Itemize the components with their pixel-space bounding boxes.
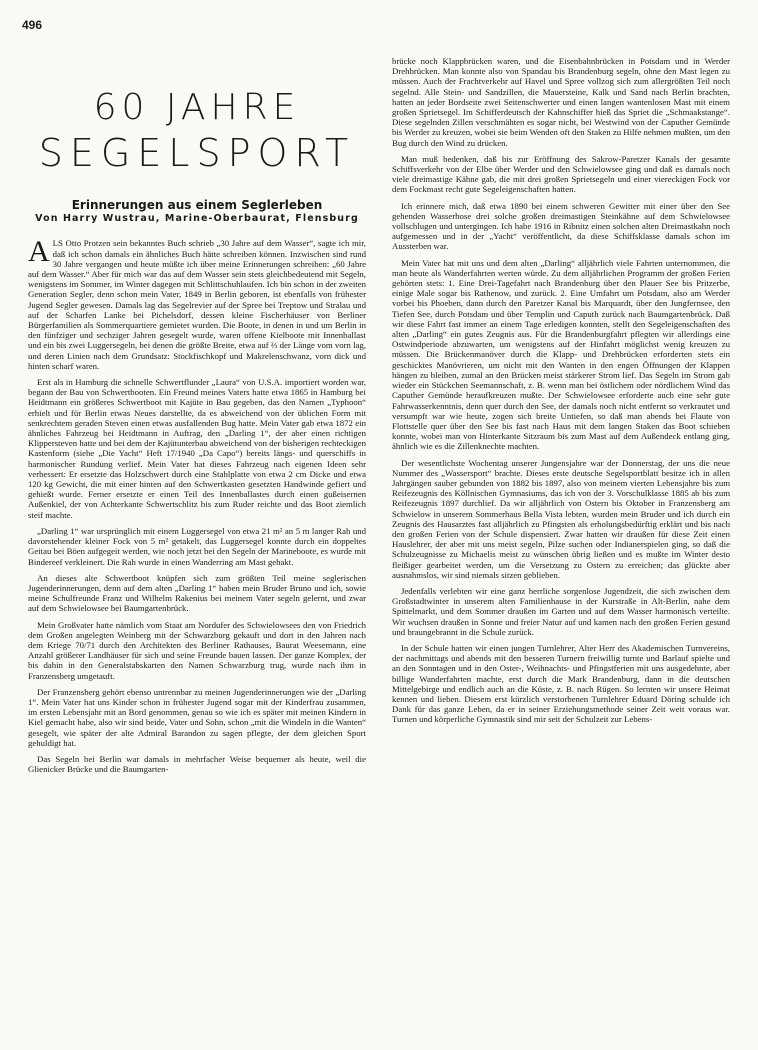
paragraph: „Darling 1“ war ursprünglich mit einem Luggersegel von etwa 21 m² an 5 m langer Rah und davorstehender kleiner Fock von 5 m² getakelt, das Luggersegel konnte durch ein doppeltes Geitau bei Böen aufgegeit werden, wie noch jetzt bei den Segeln der Marineboote, es wurde mit Bindereef verkleinert. Die Rah wurde in einen Wanderring am Mast gehakt. (28, 525, 366, 567)
article-title (28, 86, 366, 176)
right-column (392, 56, 730, 1046)
paragraph: Der Franzensberg gehört ebenso untrennbar zu meinen Jugenderinnerungen wie der „Darling 1“. Mein Vater hat uns Kinder schon in frühester Jugend sogar mit der Kinderfrau zusammen, im ersten Lebensjahr mit an Bord genommen, genau so wie ich es später mit meinen Kindern in Kiel gemacht habe, also wir sind beide, Vater und Sohn, schon „mit die Windeln in die Wanten“ gesegelt, wie später der alte Admiral Barandon zu sagen pflegte, der dem gleichen Sport gehuldigt hat. (28, 686, 366, 748)
paragraph: Jedenfalls verlebten wir eine ganz herrliche sorgenlose Jugendzeit, die sich zwischen dem Großstadtwinter in unserem alten Familienhause in der Kurstraße in Alt-Berlin, nahe dem Spittelmarkt, und dem Sommer draußen im Garten und auf dem Wasser harmonisch verteilte. Wir wuchsen draußen in Sonne und freier Natur auf und kamen nach den großen Ferien gesund und braungebrannt in die Schule zurück. (392, 585, 730, 637)
paragraph: Ich erinnere mich, daß etwa 1890 bei einem schweren Gewitter mit einer über den See gehenden Wasserhose drei solche großen dreimastigen Steinkähne auf dem Schwielowsee vollschlugen und untergingen. Ich habe 1916 in Ribnitz einen solchen alten Dreimastkahn noch aufgemessen und in der „Yacht“ veröffentlicht, da diese Schiffsklasse damals schon im Aussterben war. (392, 200, 730, 252)
paragraph: Man muß bedenken, daß bis zur Eröffnung des Sakrow-Paretzer Kanals der gesamte Schiffsverkehr von der Elbe über Werder und den Schwielowsee ging und daß es damals noch viele dreimastige Kähne gab, die mit drei großen Sprietsegeln und einer viereckigen Fock vor dem Fockmast recht gute Segeleigenschaften hatten. (392, 153, 730, 195)
article-subtitle: Erinnerungen aus einem Seglerleben (71, 198, 323, 212)
lead-paragraph (28, 235, 366, 371)
left-column (28, 38, 366, 1038)
drop-cap: A (28, 235, 50, 269)
paragraph: Mein Vater hat mit uns und dem alten „Darling“ alljährlich viele Fahrten unternommen, die man heute als Wanderfahrten werten würde. Zu dem alljährlichen Programm der großen Ferien gehörten stets: 1. Eine Drei-Tagefahrt nach Brandenburg über den Plauer See bis Pritzerbe, einige Male sogar bis Rathenow, und zurück. 2. Eine Umfahrt um Potsdam, also am Werder vorbei bis Phoeben, dann durch den Paretzer Kanal bis Marquardt, über den Jungfernsee, den Tiefen See, durch Potsdam und über Templin und Caputh zurück nach Baumgartenbrück. Daß wir diese Fahrt fast immer an einem Tage erledigen konnten, stellt den Segeleigenschaften des alten „Darling“ ein gutes Zeugnis aus. Für die Brandenburgfahrt pflegten wir allerdings eine Ostwindperiode abzuwarten, um wenigstens auf der Hinfahrt möglichst wenig kreuzen zu müssen. Die Brückenmanöver durch die Klapp- und Drehbrücken erforderten stets ein geschicktes Manövrieren, um nicht mit den Wanten in den engen Öffnungen der Klappen hängen zu bleiben, zumal an den Brücken meist stärkerer Strom lief. Das Segeln im Strom gab wieder ein Stückchen Seemannschaft, z. B. wenn man bei östlichem oder nördlichem Wind das Caputher Gemünde heraufkreuzen mußte. Der Schwielowsee erforderte auch eine sehr gute Fahrwasserkenntnis, denn quer durch den See, der damals noch nicht entfernt so verkrautet und versumpft war wie heute, zogen sich breite Untiefen, so daß man abends bei Flaute von Flottstelle quer über den See bis fast nach Haus mit dem langen Staken das Boot schieben konnte, wobei man von Hinterkante Sitzraum bis zum Mast auf dem Außendeck entlang ging, ähnlich wie es die Zillenknechte machten. (392, 257, 730, 452)
paragraph: Das Segeln bei Berlin war damals in mehrfacher Weise bequemer als heute, weil die Glienicker Brücke und die Baumgarten- (28, 753, 366, 775)
paragraph: Erst als in Hamburg die schnelle Schwertflunder „Laura“ von U.S.A. importiert worden war, begann der Bau von Schwertbooten. Ein Freund meines Vaters hatte etwa 1865 in Hamburg bei Heidtmann ein größeres Schwertboot mit Kajüte in Bau gegeben, das den Namen „Typhoon“ erhielt und für Berlin etwas Neues darstellte, da es abweichend von der üblichen Form mit senkrechtem geraden Steven einen etwas ausfallenden Bug hatte. Mein Vater gab etwa 1872 ein ähnliches Fahrzeug bei Heidtmann in Auftrag, den „Darling 1“, der aber einen richtigen Klippersteven hatte und bei dem der Kajütunterbau abweichend von der bisherigen rechteckigen Kastenform (siehe „Die Yacht“ Heft 17/1940 „Da Capo“) bereits längs- und querschiffs in harmonischer Rundung verlief. Mein Vater hat dieses Fahrzeug nach eigenen Ideen sehr verbessert: Er ersetzte das Holzschwert durch eine Stahlplatte von etwa 2 cm Dicke und etwa 120 kg Gewicht, die mit einer hinten auf den Schwertkasten gesetzten Handwinde gefiert und gehießt wurde. Ferner ersetzte er einen Teil des Innenballastes durch einen gußeisernen Außenkiel, der von Achterkante Schwertschlitz bis zum Ruder reichte und das Boot ziemlich steif machte. (28, 377, 366, 520)
title-line-2: SEGELSPORT (38, 131, 356, 175)
paragraph: Mein Großvater hatte nämlich vom Staat am Nordufer des Schwielowsees den von Friedrich dem Großen angelegten Weinberg mit der Schwarzburg gekauft und dort in den Jahren nach dem Kriege 70/71 durch den Architekten des Berliner Rathauses, Baurat Weesemann, eine Anzahl größerer Landhäuser für sich und seine Freunde bauen lassen. Der ganze Komplex, der bis dahin in den Generalstabskarten den Namen Schwarzburg trug, wurde nach ihm in Franzensberg umgetauft. (28, 619, 366, 681)
paragraph: brücke noch Klappbrücken waren, und die Eisenbahnbrücken in Potsdam und in Werder Drehbrücken. Man konnte also von Spandau bis Brandenburg segeln, ohne den Mast legen zu müssen. Auch der Frachtverkehr auf Havel und Spree vollzog sich zum allergrößten Teil noch segelnd. Alle Stein- und Sandzillen, die Mauersteine, Kalk und Sand nach Berlin brachten, hatten an jeder Bordseite zwei Seitenschwerter und einen langen wantenlosen Mast mit einem großen Sprietsegel. Im Schifferdeutsch der Kahnschiffer hieß das Spriet die „Schmaakstange“. Diese segelnden Zillen verschmähten es sogar nicht, bei Westwind von der Caputher Gemünde bis Werder zu kreuzen, wobei sie beim Wenden oft den Staken zu Hilfe nehmen mußten, um den Bug durch den Wind zu drücken. (392, 56, 730, 148)
lead-text: LS Otto Protzen sein bekanntes Buch schrieb „30 Jahre auf dem Wasser“, sagte ich mir, daß ich schon damals ein ähnliches Buch hätte schreiben können. Inzwischen sind rund 30 Jahre vergangen und heute müßte ich über meine Erinnerungen schreiben: „60 Jahre auf dem Wasser.“ Aber für mich war das auf dem Wasser sein stets gleichbedeutend mit Segeln, wenigstens im Sommer, im Winter dagegen mit Schlittschuhlaufen. Ich bin schon in der zweiten Generation Segler, denn schon mein Vater, 1849 in Berlin geboren, ist ebenfalls von frühester Jugend Segler gewesen. Damals lag das Segelrevier auf der Spree bei Treptow und Stralau und auf der Scharfen Lanke bei Pichelsdorf, dessen kleine Fischerhäuser von Berliner Bürgerfamilien als Sommerquartiere gemietet wurden. Die Boote, in denen in und um Berlin in den fünfziger und sechziger Jahren gesegelt wurde, waren offene Kielboote mit Innenballast und ein bis zwei Luggersegeln, bei denen die größte Breite, etwa auf ⅔ der Länge vom vorn lag, und deren Linien nach dem Grundsatz: Stockfischkopf und Makrelenschwanz, vorn dick und hinten scharf waren. (28, 238, 366, 371)
article-byline: Von Harry Wustrau, Marine-Oberbaurat, Flensburg (35, 213, 359, 225)
paragraph: An dieses alte Schwertboot knüpfen sich zum größten Teil meine seglerischen Jugenderinnerungen, denn auf dem alten „Darling 1“ haben mein Bruder Bruno und ich, sowie meine Schulfreunde Franz und Wilhelm Rakenius bei meinem Vater segeln gelernt, und zwar auf dem Schwielowsee bei Baumgartenbrück. (28, 572, 366, 614)
paragraph: In der Schule hatten wir einen jungen Turnlehrer, Alter Herr des Akademischen Turnvereins, der nachmittags und abends mit den besseren Turnern freiwillig turnte und Barlauf spielte und an den Sonntagen und in den Oster-, Weihnachts- und Pfingstferien mit uns ausgedehnte, aber billige Wanderfahrten machte, erst durch die Mark Brandenburg, dann in die deutschen Mittelgebirge und endlich auch an die Küste, z. B. nach Rügen. So lernten wir unsere Heimat kennen und lieben. Diesem erst kürzlich verstorbenen Turnlehrer Eduard Döring schulde ich Dank für das ganze Leben, da er in seiner Erziehungsmethode seiner Zeit weit voraus war. Turnen und körperliche Gymnastik sind mir seit der Schulzeit zur Lebens- (392, 642, 730, 725)
paragraph: Der wesentlichste Wochentag unserer Jungensjahre war der Donnerstag, der uns die neue Nummer des „Wassersport“ brachte. Dieses erste deutsche Segelsportblatt besitze ich in allen Jahrgängen sauber gebunden von 1882 bis 1897, also von meinem vierten Lebensjahre bis zum Reifezeugnis des Köllnischen Gymnasiums, das ich von der 3. Vorschulklasse 1885 ab bis zum Reifezeugnis 1897 durchlief. Da wir alljährlich von Ostern bis Oktober in Franzensberg am Schwielow in unserem Sommerhaus Bella Vista lebten, wurden mein Bruder und ich durch ein Zeugnis des Hausarztes fast alljährlich zu Pfingsten als erholungsbedürftig erklärt und bis nach den großen Ferien von der Schule dispensiert. Zwar hatten wir draußen für diese Zeit einen Hauslehrer, der aber mit uns meist segeln, Pilze suchen oder Indianerspielen ging, so daß die Schulzeugnisse zu Michaelis meist zu wünschen übrig ließen und es mußte im Winter desto fleißiger gearbeitet werden, um die Versetzung zu Ostern zu erreichen; das glückte aber ausnahmslos, wir sind niemals sitzen geblieben. (392, 457, 730, 580)
title-line-1: 60 JAHRE (93, 87, 301, 128)
page-number: 496 (22, 18, 43, 32)
